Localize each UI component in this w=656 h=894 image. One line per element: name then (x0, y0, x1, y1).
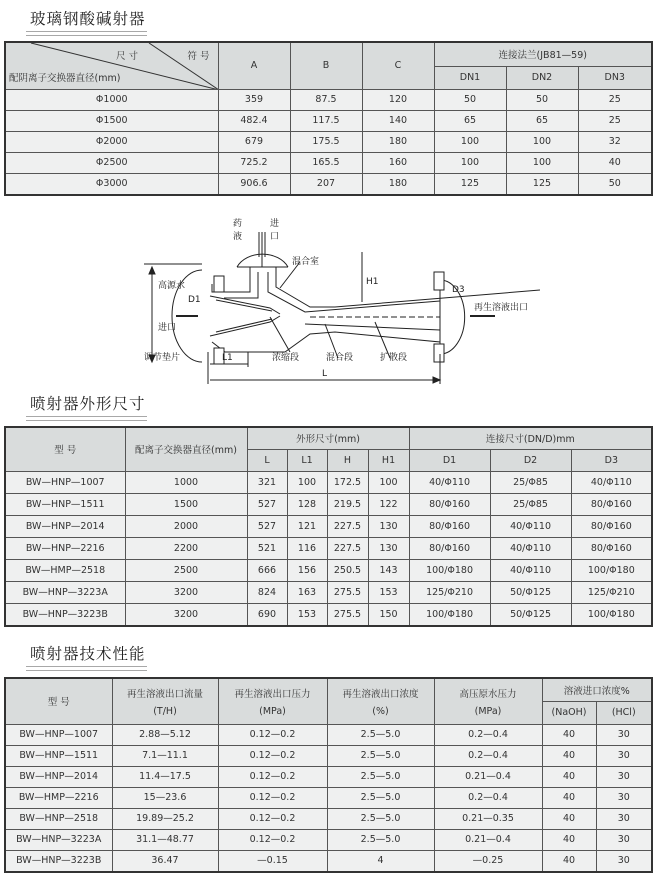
table-cell: 40 (542, 745, 596, 766)
table-cell: 0.12—0.2 (218, 724, 327, 745)
table-cell: 40/Φ110 (490, 537, 571, 559)
table-cell: 160 (362, 152, 434, 173)
table-cell: 80/Φ160 (409, 493, 490, 515)
table-cell: BW—HNP—1511 (5, 493, 125, 515)
table-cell: 40 (542, 850, 596, 872)
label-mixing-section: 混合段 (326, 353, 354, 363)
header-dn1: DN1 (434, 66, 506, 89)
table-cell: BW—HNP—3223B (5, 850, 112, 872)
table-cell: 0.21—0.4 (434, 829, 542, 850)
header-flange-group: 连接法兰(JB81—59) (434, 42, 652, 66)
table-cell: 4 (327, 850, 434, 872)
table-cell: 156 (287, 559, 327, 581)
section-title-performance: 喷射器技术性能 (30, 645, 146, 663)
header-dn3: DN3 (578, 66, 652, 89)
header-h: H (327, 449, 368, 471)
table-row (5, 581, 652, 603)
table-cell: 100 (434, 152, 506, 173)
table-cell: BW—HNP—1007 (5, 724, 112, 745)
table-cell: 30 (596, 745, 652, 766)
table-cell: 122 (368, 493, 409, 515)
header-b: B (290, 42, 362, 89)
table-cell: 25 (578, 89, 652, 110)
table-cell: 100/Φ180 (409, 603, 490, 626)
table-cell: 100/Φ180 (571, 559, 652, 581)
header-size-label: 尺 寸 (116, 51, 139, 62)
table-cell: 121 (287, 515, 327, 537)
table-cell: 521 (247, 537, 287, 559)
table-cell: 0.12—0.2 (218, 745, 327, 766)
table-cell: 1500 (125, 493, 247, 515)
header-model: 型 号 (5, 427, 125, 471)
table-row (5, 603, 652, 626)
table-cell: 2.5—5.0 (327, 766, 434, 787)
label-converge: 浓缩段 (272, 353, 300, 363)
header-raw-label: 高压原水压力 (459, 688, 517, 700)
table-cell: 120 (362, 89, 434, 110)
header-hcl: (HCl) (596, 701, 652, 724)
header-l1: L1 (287, 449, 327, 471)
table-cell: 0.12—0.2 (218, 808, 327, 829)
table-cell: 0.12—0.2 (218, 829, 327, 850)
table-cell: 36.47 (112, 850, 218, 872)
table-cell: 227.5 (327, 537, 368, 559)
table-cell: 359 (218, 89, 290, 110)
table-row (5, 471, 652, 493)
table-cell: 80/Φ160 (571, 493, 652, 515)
table-cell: 87.5 (290, 89, 362, 110)
outer-dimensions-table (4, 426, 653, 627)
table-cell: 0.12—0.2 (218, 787, 327, 808)
table-cell: 227.5 (327, 515, 368, 537)
header-outlet-concentration (327, 678, 434, 724)
table-cell: 175.5 (290, 131, 362, 152)
label-d3: D3 (452, 285, 465, 295)
table-cell: 2.5—5.0 (327, 724, 434, 745)
table-cell: BW—HNP—3223A (5, 581, 125, 603)
table-cell: 65 (506, 110, 578, 131)
header-naoh: (NaOH) (542, 701, 596, 724)
table-cell: BW—HMP—2216 (5, 787, 112, 808)
title-underline (26, 416, 147, 421)
header-conc-label: 再生溶液出口浓度 (342, 688, 419, 700)
table-cell: 163 (287, 581, 327, 603)
table-cell: 100 (434, 131, 506, 152)
table-cell: 25 (578, 110, 652, 131)
table-cell: 3200 (125, 603, 247, 626)
table-cell: 116 (287, 537, 327, 559)
label-drug-b: 液 (233, 232, 243, 242)
table-cell: 2.5—5.0 (327, 829, 434, 850)
table-cell: 130 (368, 537, 409, 559)
table-cell: 275.5 (327, 603, 368, 626)
table-row (5, 850, 652, 872)
table-cell: 40 (542, 724, 596, 745)
table-cell: 125/Φ210 (571, 581, 652, 603)
label-drug-a: 药 (233, 219, 243, 229)
table-cell: Φ1000 (5, 89, 218, 110)
table-cell: 219.5 (327, 493, 368, 515)
table-cell: 40/Φ110 (571, 471, 652, 493)
table-row (5, 559, 652, 581)
table-cell: 321 (247, 471, 287, 493)
header-outlet-pressure (218, 678, 327, 724)
table-cell: Φ2000 (5, 131, 218, 152)
table-row (5, 131, 652, 152)
table-row (5, 808, 652, 829)
table-cell: 150 (368, 603, 409, 626)
table-cell: 0.21—0.4 (434, 766, 542, 787)
table-cell: BW—HNP—1511 (5, 745, 112, 766)
table-cell: 50 (434, 89, 506, 110)
table-cell: 2.88—5.12 (112, 724, 218, 745)
label-outlet: 再生溶液出口 (474, 303, 529, 313)
table-cell: 125/Φ210 (409, 581, 490, 603)
table-cell: 140 (362, 110, 434, 131)
table-cell: 80/Φ160 (409, 537, 490, 559)
table-cell: 130 (368, 515, 409, 537)
table-cell: BW—HNP—2014 (5, 515, 125, 537)
table-cell: BW—HNP—2014 (5, 766, 112, 787)
table-row (5, 829, 652, 850)
table-cell: 40 (542, 766, 596, 787)
table-row (5, 515, 652, 537)
label-inlet-b: 口 (270, 232, 280, 242)
table-cell: 180 (362, 173, 434, 195)
table-cell: 207 (290, 173, 362, 195)
table-cell: 32 (578, 131, 652, 152)
header-a: A (218, 42, 290, 89)
table-cell: 690 (247, 603, 287, 626)
table-cell: 2000 (125, 515, 247, 537)
table-cell: 824 (247, 581, 287, 603)
table-cell: 0.12—0.2 (218, 766, 327, 787)
title-underline (26, 31, 147, 36)
table-cell: 250.5 (327, 559, 368, 581)
table-cell: 80/Φ160 (409, 515, 490, 537)
table-row (5, 152, 652, 173)
table-row (5, 537, 652, 559)
header-d2: D2 (490, 449, 571, 471)
table-cell: 30 (596, 829, 652, 850)
header-connection-group: 连接尺寸(DN/D)mm (409, 427, 652, 449)
table-cell: 0.2—0.4 (434, 745, 542, 766)
table-cell: 1000 (125, 471, 247, 493)
table-row (5, 493, 652, 515)
table-cell: 30 (596, 766, 652, 787)
table-cell: BW—HNP—2518 (5, 808, 112, 829)
table-cell: 65 (434, 110, 506, 131)
table-cell: BW—HNP—3223B (5, 603, 125, 626)
table-cell: 117.5 (290, 110, 362, 131)
table-cell: 2500 (125, 559, 247, 581)
table-cell: BW—HNP—1007 (5, 471, 125, 493)
header-symbol-label: 符 号 (187, 51, 210, 62)
label-l1: L1 (222, 353, 233, 363)
table-cell: 25/Φ85 (490, 471, 571, 493)
label-h1: H1 (366, 277, 379, 287)
header-c: C (362, 42, 434, 89)
table-cell: —0.25 (434, 850, 542, 872)
table-cell: 0.2—0.4 (434, 787, 542, 808)
table-cell: 30 (596, 724, 652, 745)
table-cell: 128 (287, 493, 327, 515)
table-cell: 143 (368, 559, 409, 581)
header-d1: D1 (409, 449, 490, 471)
table-cell: 0.21—0.35 (434, 808, 542, 829)
table-cell: 100 (287, 471, 327, 493)
header-conc-unit: (%) (372, 705, 389, 717)
table-cell: 80/Φ160 (571, 515, 652, 537)
table-cell: BW—HNP—3223A (5, 829, 112, 850)
header-diameter-label: 配阴离子交换器直径(mm) (9, 72, 121, 84)
table-cell: 15—23.6 (112, 787, 218, 808)
table-cell: 100 (368, 471, 409, 493)
label-mixing-chamber: 混合室 (292, 257, 320, 267)
diagonal-header-cell (5, 42, 218, 89)
table-cell: 100 (506, 152, 578, 173)
table-cell: 2.5—5.0 (327, 808, 434, 829)
table-cell: Φ1500 (5, 110, 218, 131)
header-inlet-concentration-group: 溶液进口浓度% (542, 678, 652, 701)
table-cell: 25/Φ85 (490, 493, 571, 515)
header-flow-label: 再生溶液出口流量 (126, 688, 203, 700)
table-cell: 40 (542, 829, 596, 850)
table-cell: 482.4 (218, 110, 290, 131)
table-cell: 40/Φ110 (409, 471, 490, 493)
header-flow (112, 678, 218, 724)
table-cell: 172.5 (327, 471, 368, 493)
table-cell: 30 (596, 787, 652, 808)
table-cell: 666 (247, 559, 287, 581)
table-row (5, 724, 652, 745)
table-cell: 725.2 (218, 152, 290, 173)
table-cell: 40/Φ110 (490, 515, 571, 537)
performance-table (4, 677, 653, 873)
table-cell: 80/Φ160 (571, 537, 652, 559)
table-cell: 40 (542, 787, 596, 808)
header-d3: D3 (571, 449, 652, 471)
table-cell: 165.5 (290, 152, 362, 173)
table-cell: BW—HMP—2518 (5, 559, 125, 581)
table-cell: 3200 (125, 581, 247, 603)
header-pressure-label: 再生溶液出口压力 (234, 688, 311, 700)
section-title-injector: 玻璃钢酸碱射器 (30, 10, 146, 28)
table-cell: 11.4—17.5 (112, 766, 218, 787)
table-cell: 30 (596, 808, 652, 829)
table-cell: 50 (578, 173, 652, 195)
table-cell: 2.5—5.0 (327, 745, 434, 766)
table-cell: 153 (368, 581, 409, 603)
table-cell: 906.6 (218, 173, 290, 195)
table-cell: 40/Φ110 (490, 559, 571, 581)
table-cell: 0.2—0.4 (434, 724, 542, 745)
label-shim: 调节垫片 (144, 353, 181, 363)
injector-dimension-table (4, 41, 653, 196)
header-pressure-unit: (MPa) (259, 705, 286, 717)
header-raw-unit: (MPa) (474, 705, 502, 717)
table-cell: 125 (434, 173, 506, 195)
table-cell: Φ3000 (5, 173, 218, 195)
table-cell: 527 (247, 493, 287, 515)
header-dn2: DN2 (506, 66, 578, 89)
header-raw-water-pressure (434, 678, 542, 724)
table-cell: 40 (542, 808, 596, 829)
label-diffuse: 扩散段 (380, 353, 408, 363)
table-cell: 50/Φ125 (490, 603, 571, 626)
table-cell: —0.15 (218, 850, 327, 872)
header-diameter: 配离子交换器直径(mm) (125, 427, 247, 471)
table-cell: 153 (287, 603, 327, 626)
table-cell: 31.1—48.77 (112, 829, 218, 850)
label-high-water: 高源水 (158, 281, 186, 291)
section-title-outer-dimensions: 喷射器外形尺寸 (30, 395, 146, 413)
table-row (5, 173, 652, 195)
table-cell: 2200 (125, 537, 247, 559)
table-row (5, 89, 652, 110)
table-cell: 679 (218, 131, 290, 152)
table-cell: 527 (247, 515, 287, 537)
table-cell: Φ2500 (5, 152, 218, 173)
table-cell: 100/Φ180 (409, 559, 490, 581)
table-cell: 180 (362, 131, 434, 152)
table-cell: 40 (578, 152, 652, 173)
table-cell: BW—HNP—2216 (5, 537, 125, 559)
table-cell: 125 (506, 173, 578, 195)
label-l: L (322, 369, 328, 379)
injector-schematic-diagram (140, 212, 540, 387)
table-cell: 100/Φ180 (571, 603, 652, 626)
header-flow-unit: (T/H) (153, 705, 177, 717)
table-cell: 100 (506, 131, 578, 152)
table-row (5, 745, 652, 766)
table-cell: 7.1—11.1 (112, 745, 218, 766)
label-inlet: 进口 (158, 323, 177, 333)
label-inlet-a: 进 (270, 219, 280, 229)
label-d1: D1 (188, 295, 201, 305)
table-cell: 275.5 (327, 581, 368, 603)
header-outer-group: 外形尺寸(mm) (247, 427, 409, 449)
table-cell: 50/Φ125 (490, 581, 571, 603)
table-cell: 2.5—5.0 (327, 787, 434, 808)
table-row (5, 766, 652, 787)
title-underline (26, 666, 147, 671)
table-row (5, 787, 652, 808)
header-h1: H1 (368, 449, 409, 471)
table-cell: 19.89—25.2 (112, 808, 218, 829)
table-row (5, 110, 652, 131)
header-model: 型 号 (5, 678, 112, 724)
table-cell: 30 (596, 850, 652, 872)
header-l: L (247, 449, 287, 471)
table-cell: 50 (506, 89, 578, 110)
